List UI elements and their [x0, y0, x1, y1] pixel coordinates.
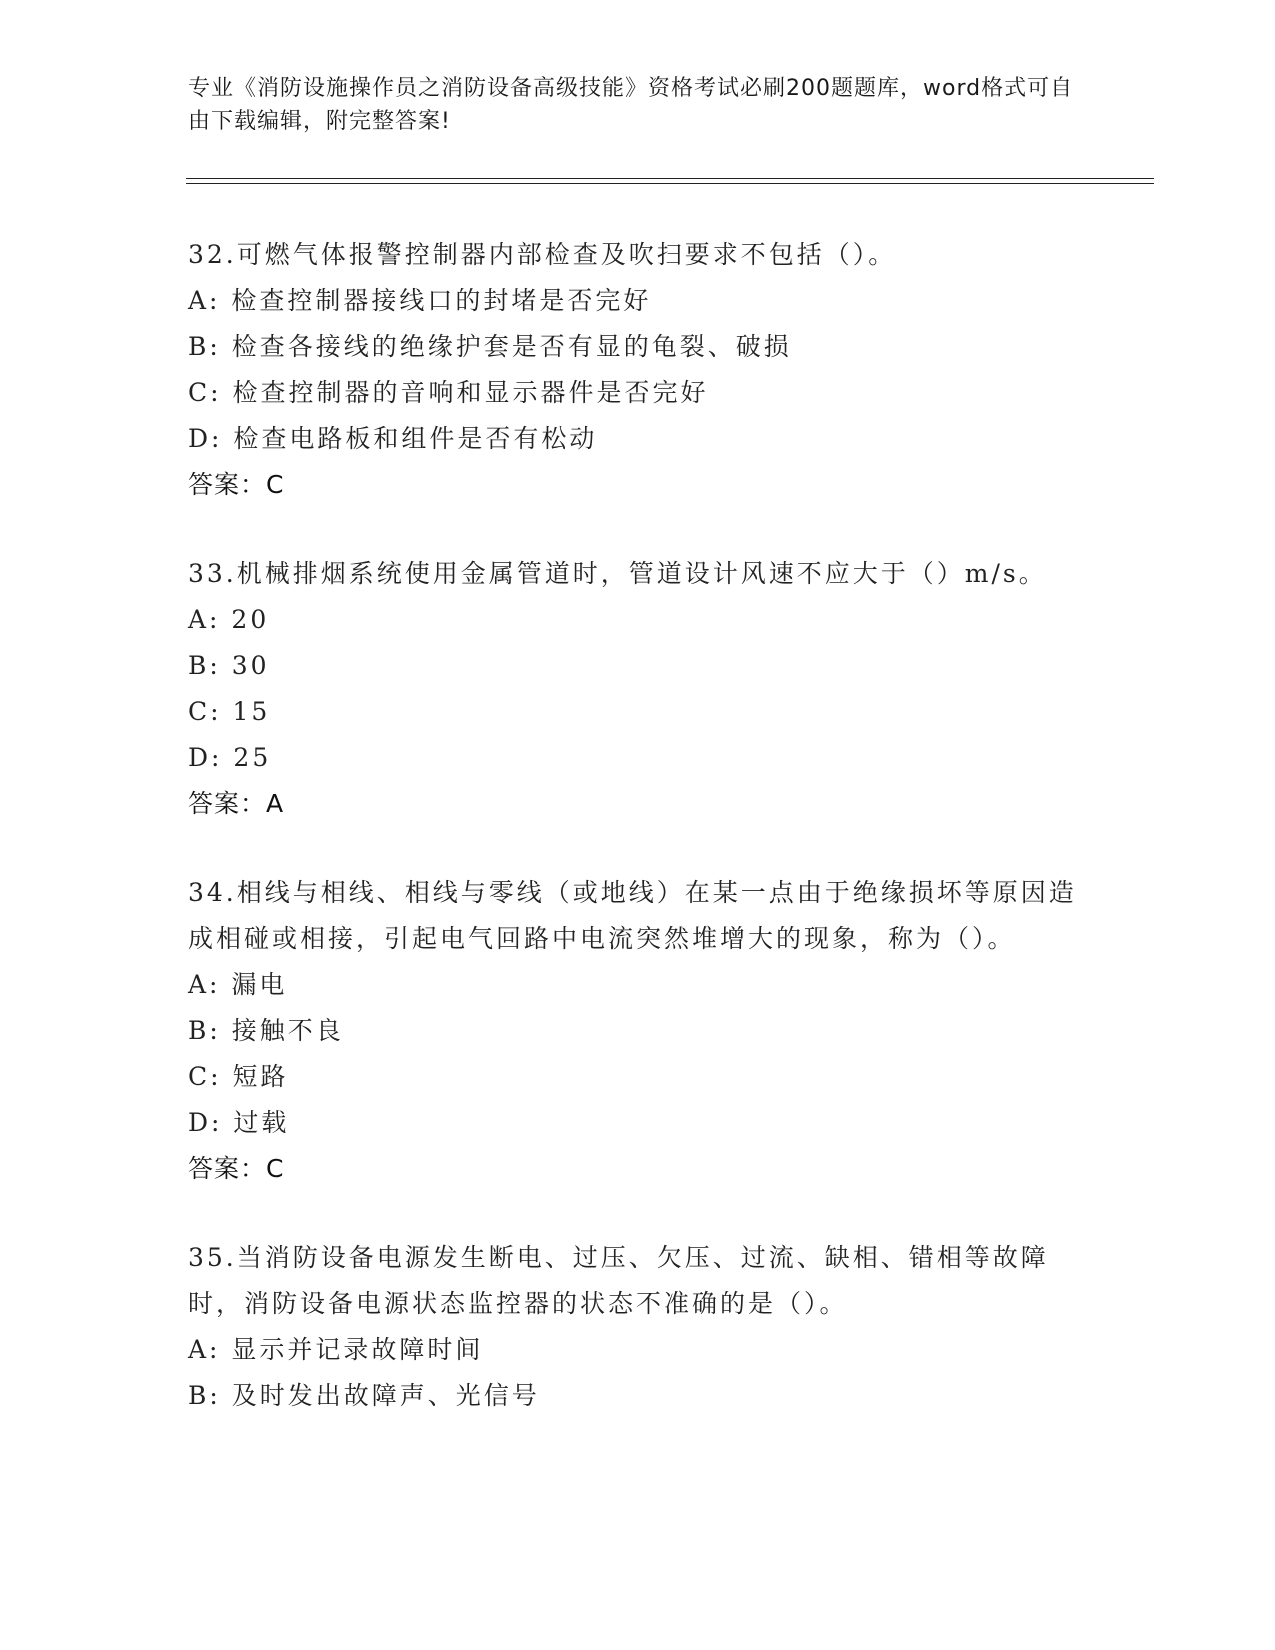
option-c: C: 15 [188, 697, 271, 726]
option-c: C: 检查控制器的音响和显示器件是否完好 [188, 378, 709, 407]
answer-label: 答案：A [188, 789, 285, 818]
option-b: B: 及时发出故障声、光信号 [188, 1381, 540, 1410]
header-divider-top [186, 178, 1154, 179]
option-a: A: 检查控制器接线口的封堵是否完好 [188, 286, 652, 315]
question-stem: 34.相线与相线、相线与零线（或地线）在某一点由于绝缘损坏等原因造成相碰或相接，引起电气回路中电流突然堆增大的现象，称为（）。 [188, 878, 1077, 953]
answer-label: 答案：C [188, 470, 285, 499]
question-stem: 32.可燃气体报警控制器内部检查及吹扫要求不包括（）。 [188, 240, 897, 269]
option-b: B: 检查各接线的绝缘护套是否有显的龟裂、破损 [188, 332, 792, 361]
option-c: C: 短路 [188, 1062, 289, 1091]
header-divider-bottom [186, 183, 1154, 184]
option-a: A: 20 [188, 605, 270, 634]
option-b: B: 接触不良 [188, 1016, 344, 1045]
question-stem: 33.机械排烟系统使用金属管道时，管道设计风速不应大于（）m/s。 [188, 559, 1047, 588]
question-32 [188, 232, 1078, 508]
question-list [188, 232, 1078, 1462]
option-d: D: 25 [188, 743, 272, 772]
document-header: 专业《消防设施操作员之消防设备高级技能》资格考试必刷200题题库，word格式可自由下载编辑，附完整答案! [188, 76, 1074, 134]
option-d: D: 过载 [188, 1108, 290, 1137]
question-33 [188, 551, 1078, 827]
question-35 [188, 1235, 1078, 1419]
option-d: D: 检查电路板和组件是否有松动 [188, 424, 598, 453]
answer-label: 答案：C [188, 1154, 285, 1183]
option-a: A: 漏电 [188, 970, 288, 999]
question-34 [188, 870, 1078, 1192]
option-b: B: 30 [188, 651, 270, 680]
question-stem: 35.当消防设备电源发生断电、过压、欠压、过流、缺相、错相等故障时，消防设备电源状态监控器的状态不准确的是（）。 [188, 1243, 1049, 1318]
option-a: A: 显示并记录故障时间 [188, 1335, 484, 1364]
